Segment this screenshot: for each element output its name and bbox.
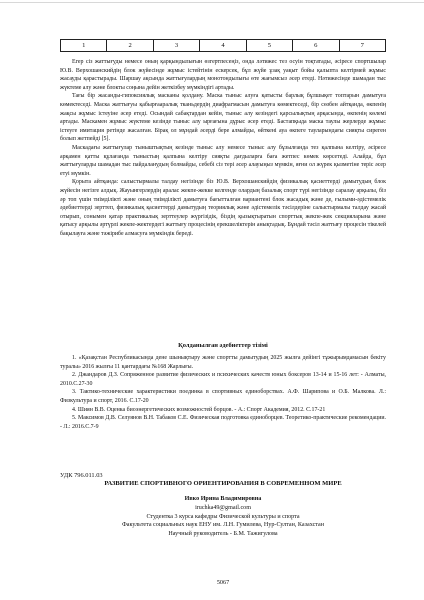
references-heading: Қолданылған әдебиеттер тізімі <box>178 342 268 349</box>
top-divider <box>0 2 424 3</box>
column-number-cell: 4 <box>200 40 246 52</box>
reference-item: 4. Шиян В.В. Оценка биоэнергетических возможностей борцов. - А.: Спорт Академия, 2012. С.17-21 <box>72 406 326 413</box>
author-affiliation: Студентка 3 курса кафедры Физической культуры и спорта <box>146 513 300 520</box>
author-faculty: Факультета социальных наук ЕНУ им. Л.Н. Гумилева, Нур-Султан, Казахстан <box>121 522 325 529</box>
reference-item: 3. Тактико-технические характеристики поединка в спортивных единоборствах. А.Ф. Шарипова и О.Б. Малкова. Л.: Физкультура и спорт, 2016. С.17-20 <box>60 389 386 404</box>
paragraph: Қорыта айтқанда: салыстырмалы талдау негізінде біз Ю.В. Верхошанскийдің физикалық қасиеттерді дамытудың блок жүйесін негізге алдық. Жауынгерлердің аралас жекпе-жекке келгенде олардың базалық спорт түрі негізінде саралау арқылы, біз әр топ үшін тиімділікті және оның тиімділікті дамытуға бағытталған вариантені блок жасадық және де, ғылыми-әдістемелік әдебиеттерді зерттеп, физикалық қасиеттерді дамытудың теориялық және әдістемелік тәсілдеріне салыстырмалы талдау жасай отырып, сонымен қатар практикалық зерттеулер жүргізідік, біздің қызықтыратын спорттық жекпе-жек секцияларына және қатысу арқылы әртүрлі жекпе-жектердегі жаттығу процесінің ерекшеліктерін анықтадық. Бұндай тәсіл жаттығу процесін тікелей бақылауға және тәжірибе алмасуға мүмкіндік береді. <box>60 179 386 237</box>
body-text <box>60 58 386 238</box>
author-name: Ивко Ирина Владимировна <box>184 496 262 502</box>
reference-item: 5. Максимов Д.В. Селуянов В.Н. Табаков С.Е. Физическая подготовка единоборцев. Теоретико-практические рекомендации. - Л.: 2016.С.7-9 <box>60 415 386 430</box>
article-title: РАЗВИТИЕ СПОРТИВНОГО ОРИЕНТИРОВАНИЯ В СОВРЕМЕННОМ МИРЕ <box>104 480 342 487</box>
column-number-cell: 3 <box>153 40 199 52</box>
paragraph: Егер сіз жаттығуды немесе оның қарқындылығын өзгертпесеңіз, онда ләтижес тез осуін тоқтатады, әсіресе спортшылар Ю.В. Верхошанскийдің блок жүйесінде жұмыс істейтінін ескерсек, бұл жүйе ұзақ уақыт бойы қалыпта келтірмей жұмыс жасауды қарастырады. Шаршау ақсында жаттығулардың монотондылығы өте жағымсыз әсер етеді. Нәтижесінде шамадан тыс жүктеме алу және блокты соңына дейін жеткізбеу мүмкіндігі артады. <box>60 59 386 91</box>
reference-item: 1. «Қазақстан Республикасында дене шынықтыру және спортты дамытудың 2025 жылға дейінгі тұжырымдамасын бекіту туралы» 2016 жылғы 11 қантардағы №168 Жарлығы. <box>60 355 386 370</box>
page-number: 5067 <box>216 579 230 586</box>
column-number-cell: 2 <box>107 40 153 52</box>
column-number-cell: 6 <box>293 40 339 52</box>
paragraph: Тағы бір жасанды-гипоксиялық масканы қолдану. Маска тыныс алуға қатысты барлық бұлшықет топтарын дамытуға көмектеседі. Маска жаттығуы қабырғааралық тканьдердің диафрагмасын дамытуға көмектеседі, бір сөзбен айтқанда, өкпенің жақсы жұмыс істеуіне әсер етеді. Осындай сабақтардан кейін, тыныс алу кезіндегі қарсылықтың арқасында, өкпенің көлемі артады. Маскамен жұмыс жүктеме кезінде тыныс алу ырғағына дұрыс әсер етеді. Бастапқыда маска таулы жерлерде жұмыс істеуге имитация ретінде жасалған. Бірақ ол мұндай әсерді бере алмайды, өйткені ауа өкпеге тауларындағы сияқты сиреген болып жетпейді [5]. <box>60 93 386 143</box>
author-email: iruchka49@gmail.com <box>195 504 251 511</box>
column-number-cell: 1 <box>61 40 107 52</box>
author-supervisor: Научный руководитель - Б.М. Тажигулова <box>168 531 278 538</box>
reference-item: 2. Джандаров Д.З. Сопряженное развитие физических и психических качеств юных боксеров 13-14 и 15-16 лет: - Алматы, 2010.С.27-30 <box>60 372 386 387</box>
column-number-row <box>61 40 386 52</box>
author-block <box>60 495 386 539</box>
references-list <box>60 354 386 431</box>
udk-code: УДК 796.011.03 <box>60 472 103 479</box>
column-number-table <box>60 39 386 52</box>
column-number-cell: 7 <box>339 40 385 52</box>
column-number-cell: 5 <box>246 40 292 52</box>
paragraph: Маскадағы жаттығулар тыныштықтың кезінде тыныс алу немесе тыныс алу бұзылғанда тез қалпына келтіру, әсіресе арқамен қатты құлағанда тыныстың қалпына келтіру сияқты дағдыларға баға жетпес көмек көрсетеді. Алайда, бұл жаттығуларды шамадан тыс пайдаланудың болмайды, себебі сіз тері әсер алауыңыз мүмкін, яғни ол жүрек қызметіне теріс әсер етуі мүмкін. <box>60 144 386 177</box>
